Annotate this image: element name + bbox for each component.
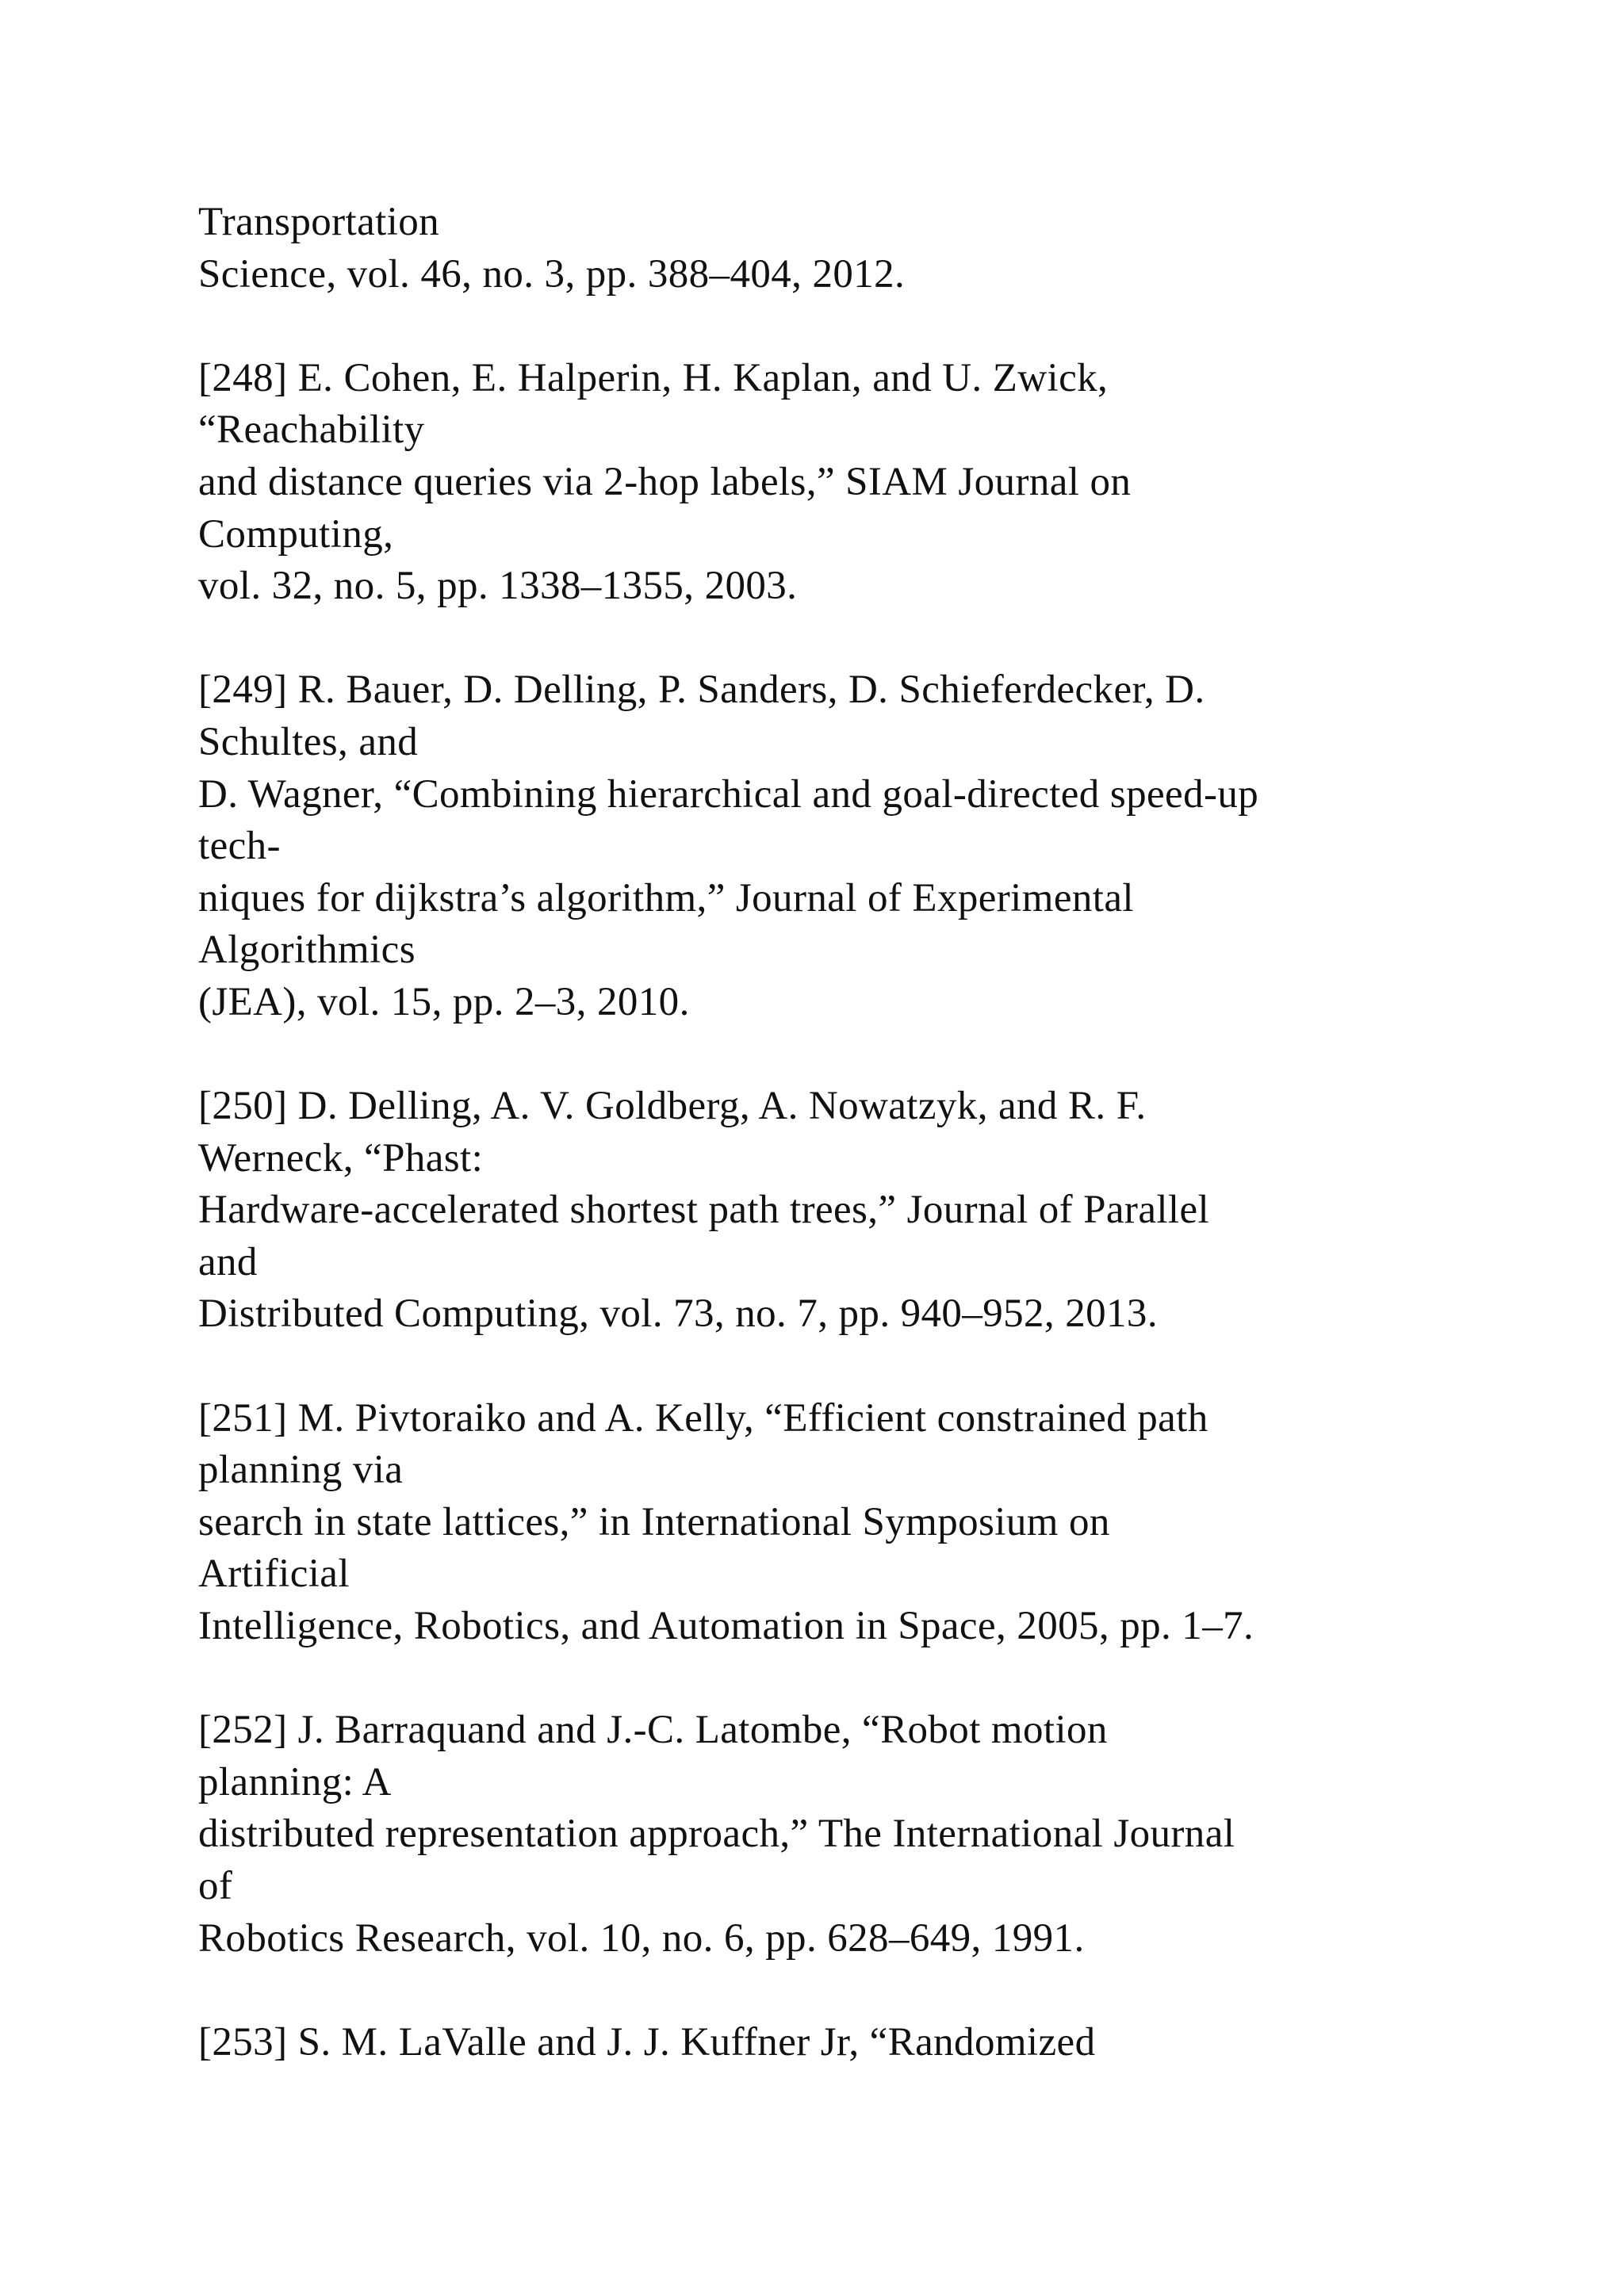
reference-line: of — [198, 1864, 233, 1908]
reference-line: Werneck, “Phast: — [198, 1135, 484, 1181]
reference-line: planning via — [198, 1448, 404, 1493]
reference-line: search in state lattices,” in International Symposium on — [198, 1499, 1110, 1544]
reference-line: Artificial — [198, 1552, 350, 1597]
reference-line: Transportation — [198, 200, 440, 244]
reference-line: and distance queries via 2-hop labels,” SIAM Journal on — [198, 459, 1132, 504]
reference-entry-249 — [198, 664, 1546, 1028]
reference-line: [250] D. Delling, A. V. Goldberg, A. Nowatzyk, and R. F. — [198, 1084, 1147, 1129]
reference-line: [249] R. Bauer, D. Delling, P. Sanders, D. Schieferdecker, D. — [198, 668, 1205, 713]
reference-entry-252 — [198, 1705, 1546, 1965]
reference-line: Computing, — [198, 511, 394, 557]
reference-line: and — [198, 1239, 258, 1284]
reference-line: “Reachability — [198, 408, 425, 453]
reference-entry-250 — [198, 1081, 1546, 1341]
reference-line: [252] J. Barraquand and J.-C. Latombe, “Robot motion — [198, 1708, 1108, 1753]
reference-line: planning: A — [198, 1759, 392, 1804]
reference-line: D. Wagner, “Combining hierarchical and goal-directed speed-up — [198, 771, 1259, 817]
reference-line: [253] S. M. LaValle and J. J. Kuffner Jr, “Randomized — [198, 2019, 1096, 2064]
reference-line: Algorithmics — [198, 928, 416, 973]
reference-line: Intelligence, Robotics, and Automation in Space, 2005, pp. 1–7. — [198, 1604, 1254, 1649]
reference-entry-251 — [198, 1393, 1546, 1653]
reference-line: [248] E. Cohen, E. Halperin, H. Kaplan, and U. Zwick, — [198, 355, 1109, 400]
reference-line: Hardware-accelerated shortest path trees,” Journal of Parallel — [198, 1188, 1210, 1233]
reference-list — [198, 197, 1546, 2121]
reference-line: vol. 32, no. 5, pp. 1338–1355, 2003. — [198, 564, 798, 609]
reference-line: Robotics Research, vol. 10, no. 6, pp. 628–649, 1991. — [198, 1915, 1085, 1961]
reference-line: Science, vol. 46, no. 3, pp. 388–404, 2012. — [198, 251, 906, 297]
reference-line: distributed representation approach,” The International Journal — [198, 1812, 1235, 1857]
reference-entry-continuation — [198, 197, 1546, 300]
reference-line: Distributed Computing, vol. 73, no. 7, pp. 940–952, 2013. — [198, 1292, 1158, 1337]
reference-entry-248 — [198, 353, 1546, 613]
reference-line: [251] M. Pivtoraiko and A. Kelly, “Efficient constrained path — [198, 1395, 1208, 1441]
reference-line: (JEA), vol. 15, pp. 2–3, 2010. — [198, 979, 690, 1024]
reference-line: Schultes, and — [198, 719, 419, 764]
reference-line: tech- — [198, 824, 281, 869]
reference-entry-253 — [198, 2017, 1546, 2069]
reference-line: niques for dijkstra’s algorithm,” Journal of Experimental — [198, 875, 1134, 920]
